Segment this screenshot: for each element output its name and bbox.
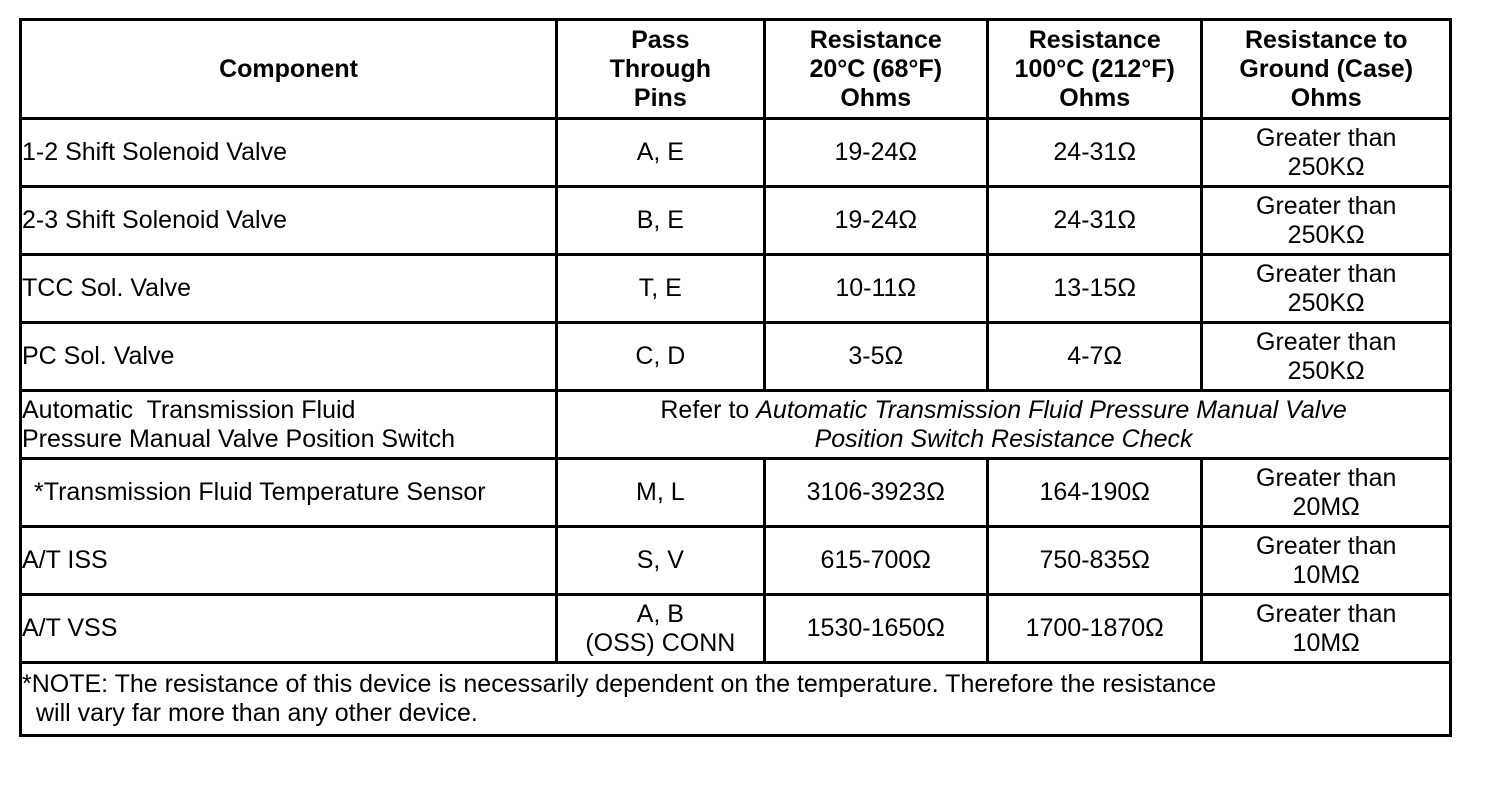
resistance-spec-table xyxy=(19,18,1452,737)
cell-pins: M, L xyxy=(557,459,764,527)
cell-pins: A, E xyxy=(557,119,764,187)
cell-component: TCC Sol. Valve xyxy=(21,255,557,323)
table-row xyxy=(21,527,1451,595)
cell-resistance-ground: Greater than 250KΩ xyxy=(1202,255,1451,323)
cell-component: 1-2 Shift Solenoid Valve xyxy=(21,119,557,187)
cell-resistance-ground: Greater than 250KΩ xyxy=(1202,323,1451,391)
cell-resistance-ground: Greater than 10MΩ xyxy=(1202,527,1451,595)
table-row xyxy=(21,323,1451,391)
cell-resistance-100c: 13-15Ω xyxy=(988,255,1202,323)
table-row xyxy=(21,459,1451,527)
header-resistance-100c: Resistance 100°C (212°F) Ohms xyxy=(988,20,1202,119)
cell-component: *Transmission Fluid Temperature Sensor xyxy=(21,459,557,527)
cell-resistance-ground: Greater than 250KΩ xyxy=(1202,119,1451,187)
cell-component: Automatic Transmission Fluid Pressure Manual Valve Position Switch xyxy=(21,391,557,459)
cell-resistance-20c: 19-24Ω xyxy=(764,187,987,255)
note-row xyxy=(21,663,1451,736)
cell-resistance-100c: 24-31Ω xyxy=(988,119,1202,187)
cell-pins: S, V xyxy=(557,527,764,595)
table-row xyxy=(21,391,1451,459)
cell-resistance-100c: 4-7Ω xyxy=(988,323,1202,391)
refer-link-text-2: Position Switch Resistance Check xyxy=(814,424,1193,453)
cell-resistance-20c: 1530-1650Ω xyxy=(764,595,987,663)
cell-resistance-20c: 3-5Ω xyxy=(764,323,987,391)
cell-refer-note: Refer to Automatic Transmission Fluid Pressure Manual Valve Position Switch Resistance Check xyxy=(557,391,1451,459)
header-row xyxy=(21,20,1451,119)
table-row xyxy=(21,119,1451,187)
cell-component: PC Sol. Valve xyxy=(21,323,557,391)
cell-pins: B, E xyxy=(557,187,764,255)
header-resistance-to-ground: Resistance to Ground (Case) Ohms xyxy=(1202,20,1451,119)
cell-resistance-20c: 19-24Ω xyxy=(764,119,987,187)
table-row xyxy=(21,187,1451,255)
refer-link-text: Automatic Transmission Fluid Pressure Manual Valve xyxy=(756,395,1347,424)
cell-resistance-ground: Greater than 10MΩ xyxy=(1202,595,1451,663)
cell-pins: T, E xyxy=(557,255,764,323)
cell-resistance-20c: 3106-3923Ω xyxy=(764,459,987,527)
cell-resistance-ground: Greater than 250KΩ xyxy=(1202,187,1451,255)
cell-resistance-100c: 164-190Ω xyxy=(988,459,1202,527)
cell-component: A/T ISS xyxy=(21,527,557,595)
header-component: Component xyxy=(21,20,557,119)
table-row xyxy=(21,595,1451,663)
cell-component: A/T VSS xyxy=(21,595,557,663)
cell-resistance-ground: Greater than 20MΩ xyxy=(1202,459,1451,527)
cell-pins: A, B (OSS) CONN xyxy=(557,595,764,663)
footnote: *NOTE: The resistance of this device is necessarily dependent on the temperature. Therefore the resistance will vary far more than any other device. xyxy=(21,663,1451,736)
header-resistance-20c: Resistance 20°C (68°F) Ohms xyxy=(764,20,987,119)
header-pass-through-pins: Pass Through Pins xyxy=(557,20,764,119)
cell-pins: C, D xyxy=(557,323,764,391)
table-row xyxy=(21,255,1451,323)
cell-resistance-20c: 10-11Ω xyxy=(764,255,987,323)
cell-resistance-100c: 750-835Ω xyxy=(988,527,1202,595)
cell-resistance-100c: 24-31Ω xyxy=(988,187,1202,255)
cell-resistance-100c: 1700-1870Ω xyxy=(988,595,1202,663)
cell-resistance-20c: 615-700Ω xyxy=(764,527,987,595)
cell-component: 2-3 Shift Solenoid Valve xyxy=(21,187,557,255)
